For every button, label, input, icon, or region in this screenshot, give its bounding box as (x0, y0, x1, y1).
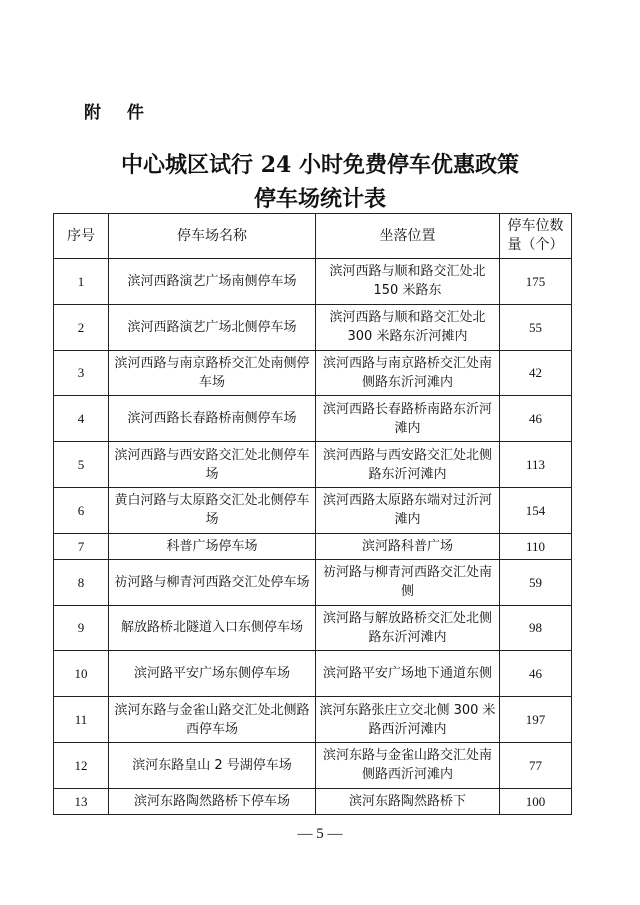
cell-spaces: 55 (500, 304, 572, 350)
cell-name: 黄白河路与太原路交汇处北侧停车场 (109, 487, 316, 533)
cell-location: 滨河东路陶然路桥下 (316, 788, 500, 814)
cell-spaces: 100 (500, 788, 572, 814)
cell-location: 滨河西路太原路东端对过沂河滩内 (316, 487, 500, 533)
page-number: — 5 — (297, 826, 343, 842)
cell-location: 祊河路与柳青河西路交汇处南侧 (316, 559, 500, 605)
attachment-label: 附 件 (84, 103, 154, 123)
cell-name: 滨河东路皇山 2 号湖停车场 (109, 742, 316, 788)
cell-no: 11 (54, 697, 109, 743)
cell-no: 13 (54, 788, 109, 814)
cell-location: 滨河东路与金雀山路交汇处南侧路西沂河滩内 (316, 742, 500, 788)
cell-name: 滨河西路演艺广场北侧停车场 (109, 304, 316, 350)
cell-name: 解放路桥北隧道入口东侧停车场 (109, 605, 316, 651)
table-row (54, 742, 572, 788)
document-subtitle: 停车场统计表 (253, 186, 386, 212)
cell-location: 滨河西路与南京路桥交汇处南侧路东沂河滩内 (316, 350, 500, 396)
header-spaces: 停车位数量（个） (500, 214, 572, 259)
cell-no: 7 (54, 533, 109, 559)
header-no: 序号 (54, 214, 109, 259)
table-row (54, 304, 572, 350)
cell-no: 4 (54, 396, 109, 442)
cell-location: 滨河西路与顺和路交汇处北 150 米路东 (316, 259, 500, 305)
cell-name: 科普广场停车场 (109, 533, 316, 559)
cell-spaces: 59 (500, 559, 572, 605)
cell-name: 滨河西路演艺广场南侧停车场 (109, 259, 316, 305)
table-row (54, 533, 572, 559)
table-row (54, 259, 572, 305)
table-row (54, 605, 572, 651)
table-row (54, 788, 572, 814)
cell-spaces: 175 (500, 259, 572, 305)
cell-spaces: 46 (500, 396, 572, 442)
cell-no: 6 (54, 487, 109, 533)
cell-spaces: 154 (500, 487, 572, 533)
cell-spaces: 46 (500, 651, 572, 697)
cell-no: 5 (54, 442, 109, 488)
cell-spaces: 113 (500, 442, 572, 488)
cell-no: 1 (54, 259, 109, 305)
table-row (54, 396, 572, 442)
table-row (54, 350, 572, 396)
cell-location: 滨河路与解放路桥交汇处北侧路东沂河滩内 (316, 605, 500, 651)
table-row (54, 487, 572, 533)
cell-location: 滨河西路与顺和路交汇处北 300 米路东沂河摊内 (316, 304, 500, 350)
cell-name: 祊河路与柳青河西路交汇处停车场 (109, 559, 316, 605)
cell-name: 滨河东路与金雀山路交汇处北侧路西停车场 (109, 697, 316, 743)
cell-no: 10 (54, 651, 109, 697)
cell-name: 滨河西路与西安路交汇处北侧停车场 (109, 442, 316, 488)
table-row (54, 697, 572, 743)
cell-no: 3 (54, 350, 109, 396)
cell-name: 滨河西路长春路桥南侧停车场 (109, 396, 316, 442)
table-row (54, 559, 572, 605)
parking-table (53, 213, 572, 815)
cell-location: 滨河西路长春路桥南路东沂河滩内 (316, 396, 500, 442)
cell-location: 滨河路科普广场 (316, 533, 500, 559)
cell-spaces: 42 (500, 350, 572, 396)
table-row (54, 651, 572, 697)
cell-name: 滨河东路陶然路桥下停车场 (109, 788, 316, 814)
cell-location: 滨河路平安广场地下通道东侧 (316, 651, 500, 697)
header-name: 停车场名称 (109, 214, 316, 259)
cell-name: 滨河路平安广场东侧停车场 (109, 651, 316, 697)
cell-spaces: 110 (500, 533, 572, 559)
table-header-row (54, 214, 572, 259)
cell-no: 2 (54, 304, 109, 350)
header-location: 坐落位置 (316, 214, 500, 259)
cell-spaces: 98 (500, 605, 572, 651)
cell-no: 12 (54, 742, 109, 788)
cell-location: 滨河东路张庄立交北侧 300 米路西沂河滩内 (316, 697, 500, 743)
cell-no: 9 (54, 605, 109, 651)
cell-location: 滨河西路与西安路交汇处北侧路东沂河滩内 (316, 442, 500, 488)
cell-no: 8 (54, 559, 109, 605)
cell-name: 滨河西路与南京路桥交汇处南侧停车场 (109, 350, 316, 396)
cell-spaces: 197 (500, 697, 572, 743)
cell-spaces: 77 (500, 742, 572, 788)
document-title: 中心城区试行 24 小时免费停车优惠政策 (121, 152, 519, 178)
table-row (54, 442, 572, 488)
